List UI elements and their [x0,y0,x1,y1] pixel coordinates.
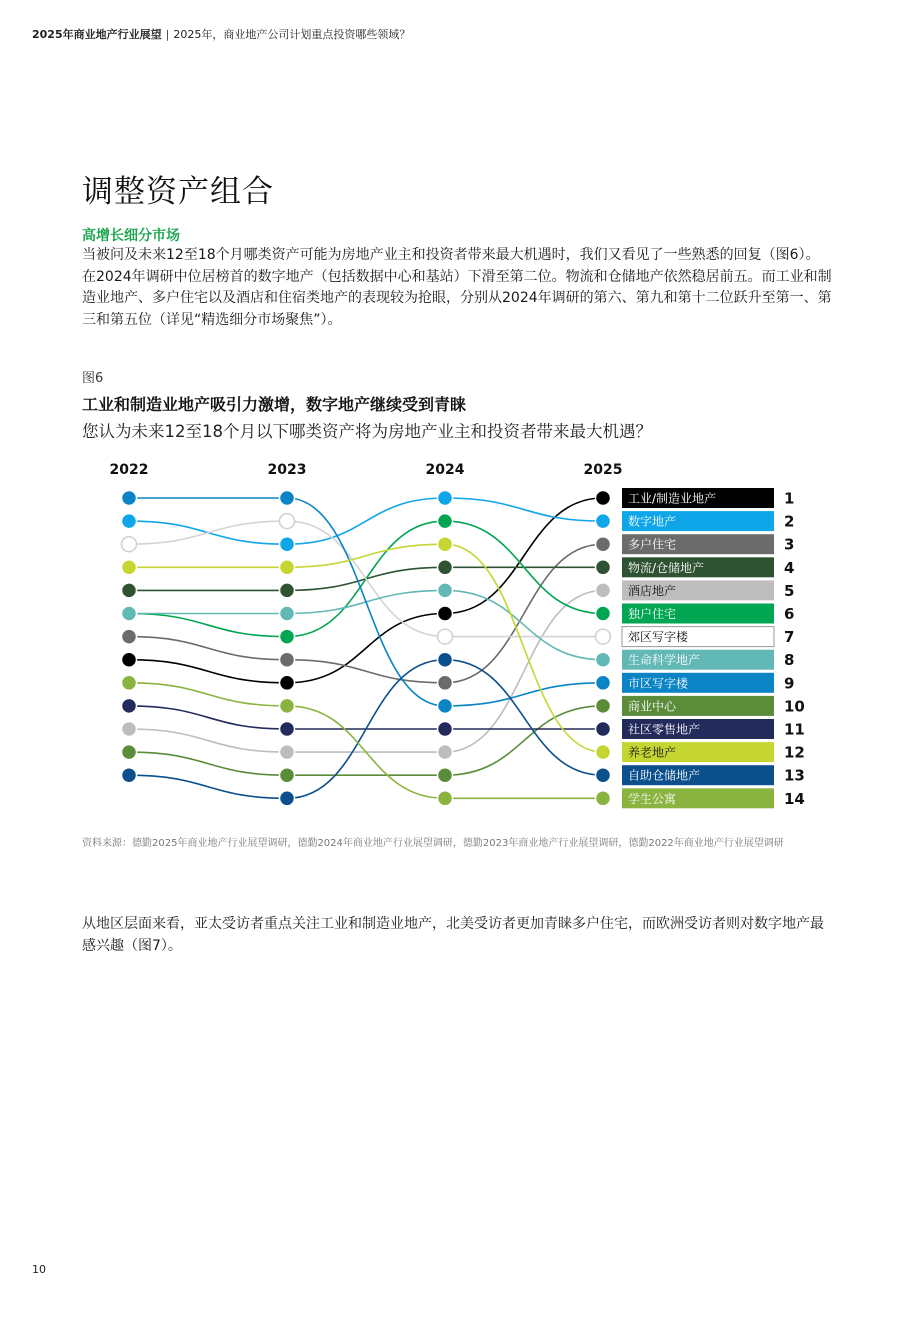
series-label-8: 生命科学地产 [628,653,701,668]
series-dot-7-2023 [280,514,295,529]
series-dot-5-2024 [438,745,453,760]
rank-label-2: 2 [784,512,795,531]
series-dot-10-2025 [596,698,611,713]
series-line-10 [129,706,603,775]
rank-label-12: 12 [784,743,805,762]
series-line-7 [129,521,603,637]
series-dot-13-2023 [280,791,295,806]
series-dot-1-2025 [596,491,611,506]
series-label-11: 社区零售地产 [628,722,701,737]
series-label-13: 自助仓储地产 [628,768,701,783]
series-dot-3-2022 [122,629,137,644]
series-label-2: 数字地产 [628,514,677,529]
year-label-2023: 2023 [267,462,307,478]
body-paragraph-1: 当被问及未来12至18个月哪类资产可能为房地产业主和投资者带来最大机遇时，我们又看见了一些熟悉的回复（图6）。在2024年调研中位居榜首的数字地产（包括数据中心和基站）下滑至第二位。物流和仓储地产依然稳居前五。而工业和制造业地产、多户住宅以及酒店和住宿类地产的表现较为抢眼，分别从2024年调研的第六、第九和第十二位跃升至第一、第三和第五位（详见“精选细分市场聚焦”）。 [82,247,832,328]
series-label-6: 独户住宅 [628,607,677,621]
rank-label-11: 11 [784,720,805,739]
series-dot-12-2022 [122,560,137,575]
series-dot-9-2023 [280,491,295,506]
figure-title: 工业和制造业地产吸引力激增，数字地产继续受到青睐 [82,395,467,414]
series-dot-7-2024 [438,629,453,644]
series-dot-3-2023 [280,652,295,667]
series-line-11 [129,706,603,729]
series-dot-14-2022 [122,675,137,690]
series-dot-13-2022 [122,768,137,783]
body-paragraph-2: 从地区层面来看，亚太受访者重点关注工业和制造业地产，北美受访者更加青睐多户住宅，而欧洲受访者则对数字地产最感兴趣（图7）。 [82,916,824,954]
year-label-2025: 2025 [583,462,623,478]
series-label-3: 多户住宅 [628,537,677,552]
series-dot-13-2024 [438,652,453,667]
series-dot-7-2022 [122,537,137,552]
series-dot-14-2023 [280,698,295,713]
rank-label-7: 7 [784,628,795,647]
series-dot-12-2025 [596,745,611,760]
series-dot-1-2023 [280,675,295,690]
series-dot-11-2022 [122,698,137,713]
series-dot-8-2024 [438,583,453,598]
series-label-9: 市区写字楼 [628,676,689,691]
series-dot-8-2023 [280,606,295,621]
series-line-13 [129,660,603,799]
rank-label-1: 1 [784,489,795,508]
subheading: 高增长细分市场 [82,228,180,244]
series-dot-6-2023 [280,629,295,644]
series-dot-1-2022 [122,652,137,667]
rank-label-3: 3 [784,535,795,554]
series-dot-3-2025 [596,537,611,552]
series-dot-2-2023 [280,537,295,552]
year-label-2022: 2022 [109,462,149,478]
figure-question: 您认为未来12至18个月以下哪类资产将为房地产业主和投资者带来最大机遇？ [82,422,652,441]
series-dot-1-2024 [438,606,453,621]
series-dot-4-2023 [280,583,295,598]
running-header [32,26,410,42]
section-heading: 调整资产组合 [82,174,274,210]
series-label-14: 学生公寓 [628,791,677,806]
series-dot-10-2024 [438,768,453,783]
series-label-12: 养老地产 [628,745,677,760]
series-dot-9-2025 [596,675,611,690]
series-lines [129,498,603,798]
series-dot-9-2022 [122,491,137,506]
series-line-14 [129,683,603,799]
series-line-9 [129,498,603,706]
figure-label: 图6 [82,371,104,386]
rank-label-4: 4 [784,558,795,577]
series-label-1: 工业/制造业地产 [628,491,717,506]
series-dot-4-2022 [122,583,137,598]
series-dot-10-2022 [122,745,137,760]
series-dot-2-2025 [596,514,611,529]
series-dot-5-2025 [596,583,611,598]
series-line-2 [129,498,603,544]
series-dot-8-2025 [596,652,611,667]
page-number: 10 [32,1263,46,1276]
rank-label-9: 9 [784,674,795,693]
header-section-title: 2025年，商业地产公司计划重点投资哪些领域？ [173,28,411,41]
series-dot-11-2024 [438,722,453,737]
series-label-5: 酒店地产 [628,583,677,598]
series-dot-5-2023 [280,745,295,760]
series-dot-2-2022 [122,514,137,529]
rank-label-6: 6 [784,605,795,623]
rank-label-14: 14 [784,789,805,808]
series-label-10: 商业中心 [628,699,677,714]
series-label-7: 郊区写字楼 [628,630,689,645]
series-dot-14-2024 [438,791,453,806]
header-report-title: 2025年商业地产行业展望 [32,28,162,41]
series-dot-11-2023 [280,722,295,737]
series-dot-12-2024 [438,537,453,552]
series-dot-4-2024 [438,560,453,575]
series-dot-12-2023 [280,560,295,575]
rank-label-10: 10 [784,697,805,716]
series-dot-3-2024 [438,675,453,690]
series-dot-5-2022 [122,722,137,737]
series-dot-10-2023 [280,768,295,783]
header-separator: | [165,28,170,41]
series-dot-8-2022 [122,606,137,621]
rank-label-5: 5 [784,581,795,600]
series-dot-9-2024 [438,698,453,713]
series-dot-7-2025 [596,629,611,644]
rank-label-8: 8 [784,651,795,670]
source-note: 资料来源：德勤2025年商业地产行业展望调研，德勤2024年商业地产行业展望调研，德勤2023年商业地产行业展望调研，德勤2022年商业地产行业展望调研 [82,838,784,849]
series-dot-11-2025 [596,722,611,737]
series-labels [622,488,774,808]
series-dot-6-2024 [438,514,453,529]
rank-label-13: 13 [784,766,805,785]
bump-chart [0,455,908,815]
year-label-2024: 2024 [425,462,465,478]
series-dot-6-2025 [596,606,611,621]
series-label-4: 物流/仓储地产 [628,560,705,575]
series-dot-13-2025 [596,768,611,783]
series-dot-2-2024 [438,491,453,506]
series-dot-14-2025 [596,791,611,806]
series-dot-4-2025 [596,560,611,575]
